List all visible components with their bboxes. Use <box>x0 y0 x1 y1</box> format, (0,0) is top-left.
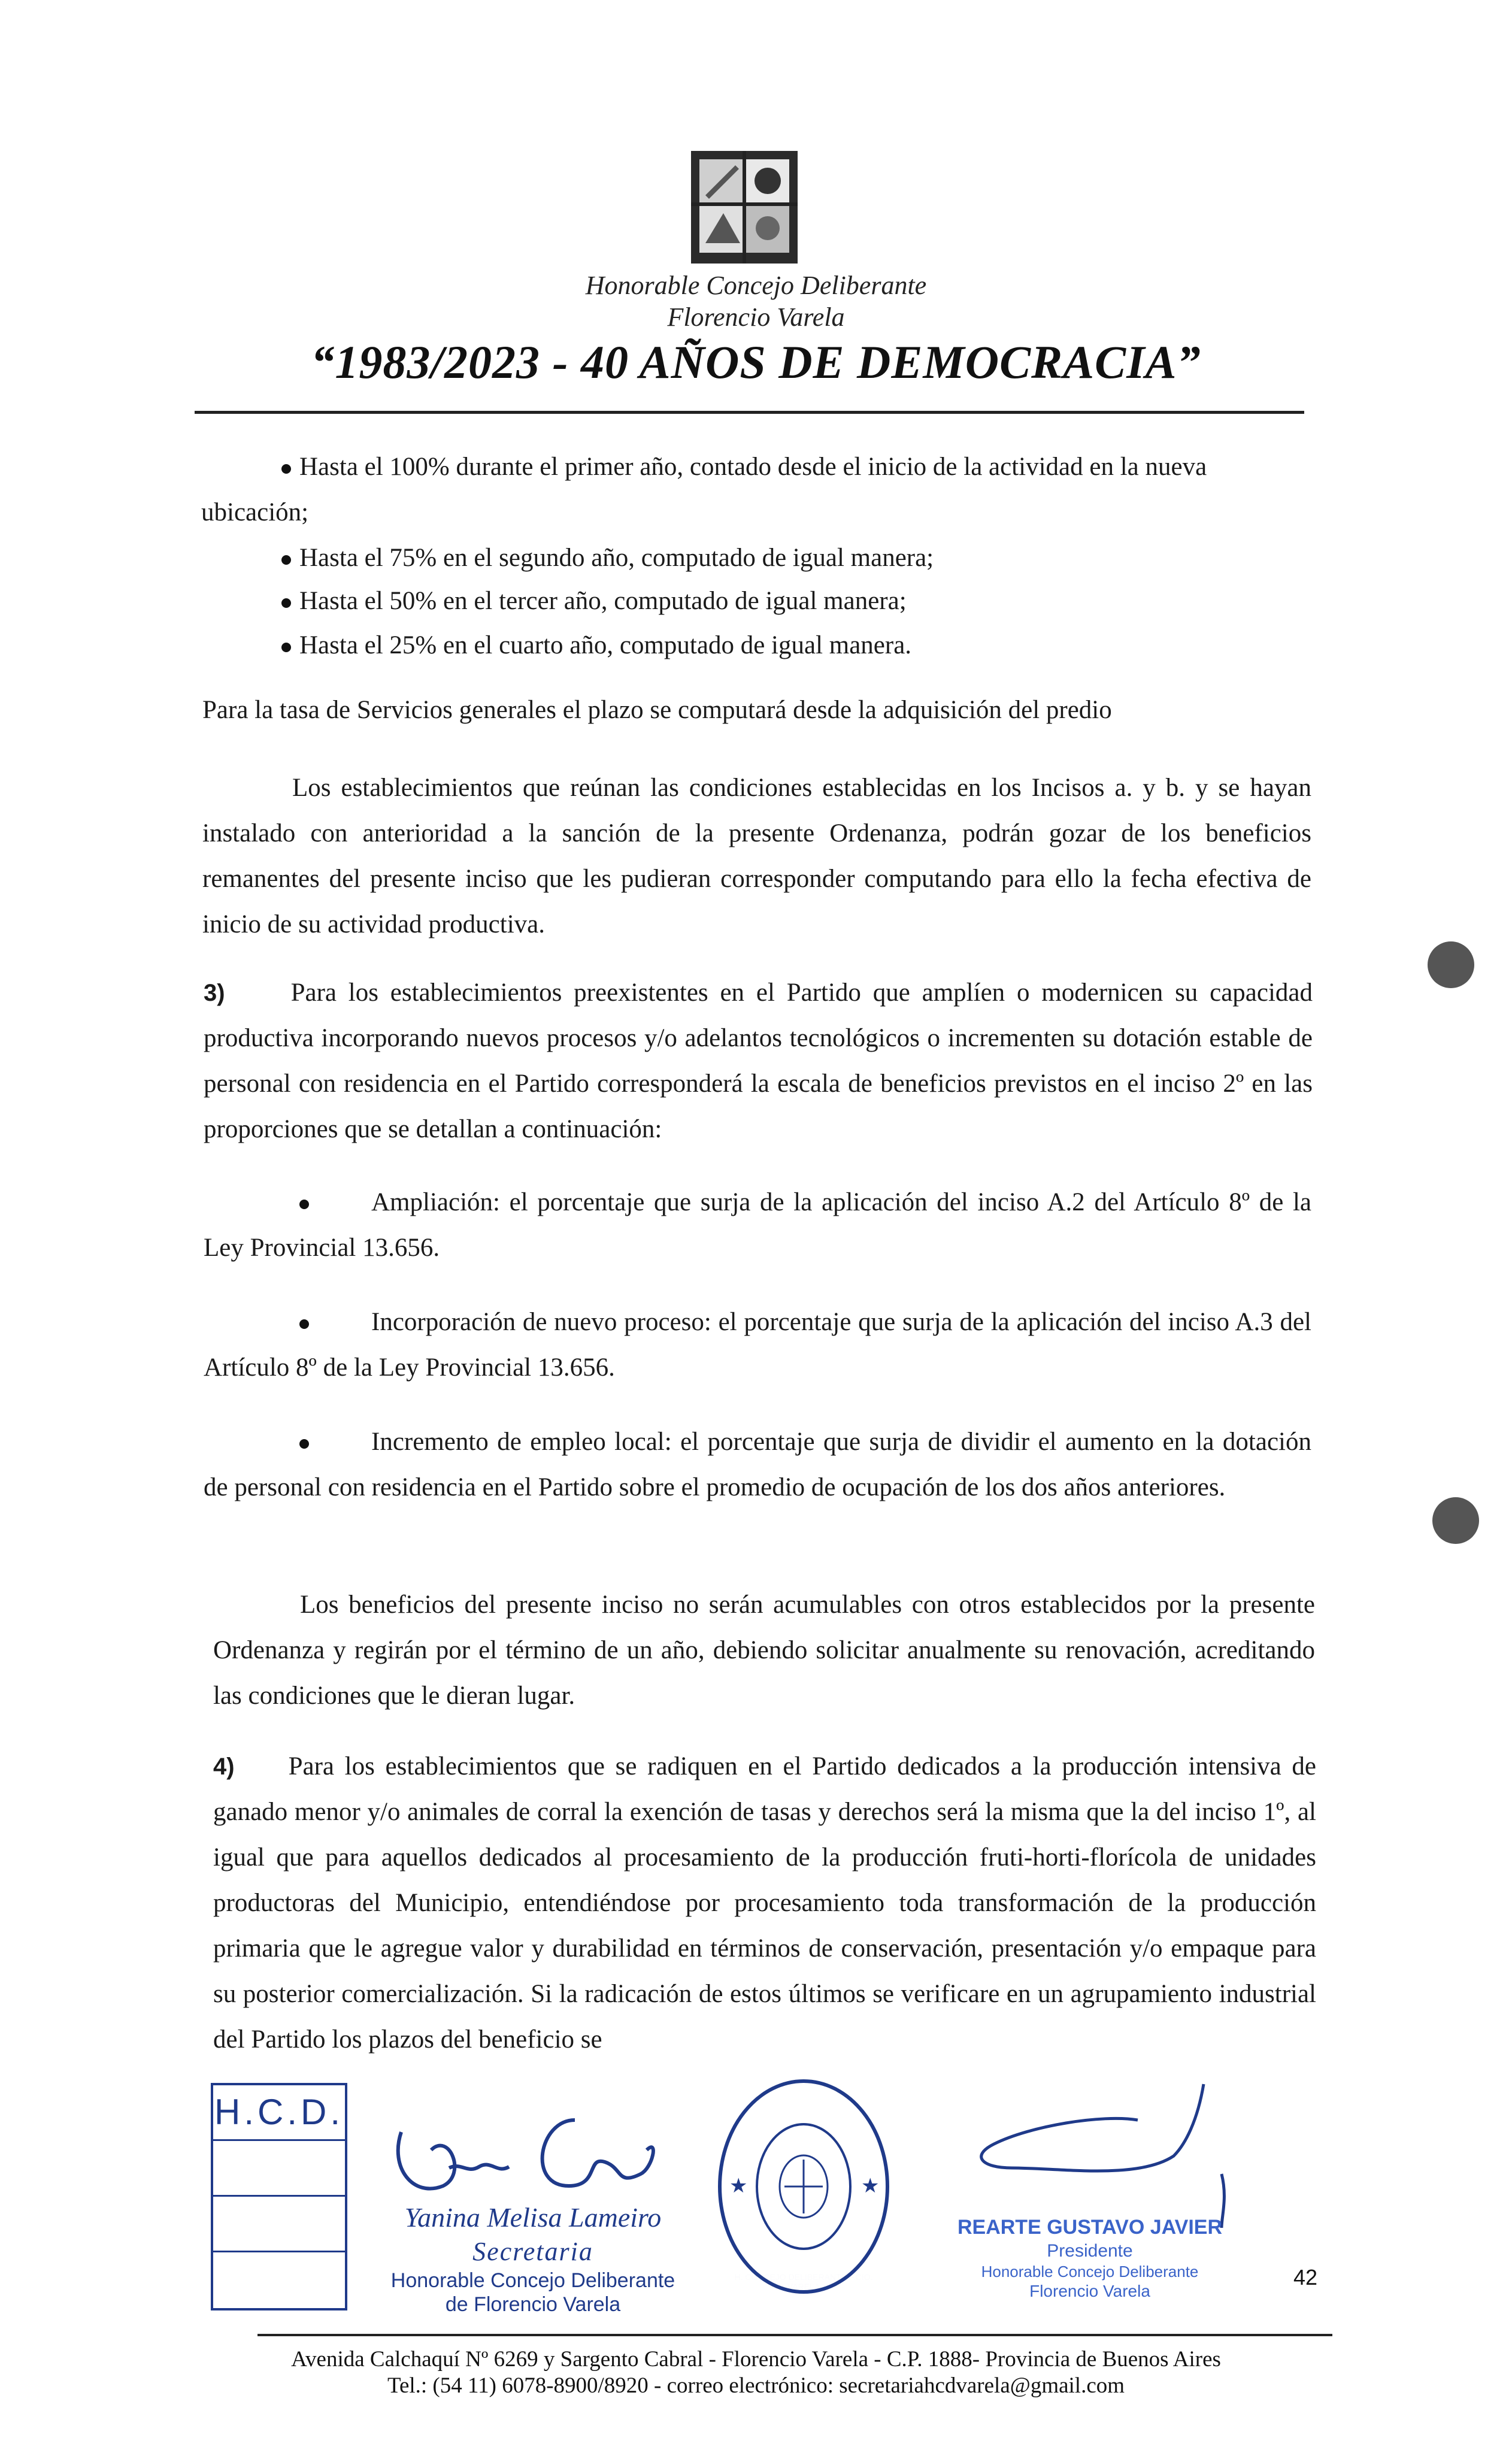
seal-text <box>726 2272 881 2291</box>
svg-text:★: ★ <box>729 2175 748 2197</box>
punch-hole <box>1432 1497 1479 1544</box>
bullet-icon <box>299 1319 309 1329</box>
council-seal <box>714 2076 893 2297</box>
item-3 <box>204 970 1313 1152</box>
secretary-name: Yanina Melisa Lameiro <box>404 2202 662 2233</box>
item-3-number: 3) <box>204 980 225 1006</box>
item-4 <box>213 1744 1316 2063</box>
hcd-stamp-title: H.C.D. <box>213 2085 345 2141</box>
footer-address: Avenida Calchaquí Nº 6269 y Sargento Cabral - Florencio Varela - C.P. 1888- Provincia de Buenos Aires <box>291 2347 1221 2372</box>
democracy-motto: “1983/2023 - 40 AÑOS DE DEMOCRACIA” <box>311 336 1201 388</box>
president-city: Florencio Varela <box>1029 2282 1150 2300</box>
bullet-icon <box>281 555 291 565</box>
bullet-icon <box>281 464 291 474</box>
bullet-25-percent: Hasta el 25% en el cuarto año, computado de igual manera. <box>281 623 911 668</box>
president-signature-icon <box>958 2078 1234 2228</box>
president-role: Presidente <box>1047 2241 1133 2261</box>
president-org: Honorable Concejo Deliberante <box>981 2263 1199 2281</box>
hcd-stamp-box <box>211 2083 347 2310</box>
secretary-role: Secretaria <box>472 2237 593 2266</box>
council-crest-icon <box>687 147 801 267</box>
bullet-icon <box>299 1200 309 1209</box>
footer-contact: Tel.: (54 11) 6078-8900/8920 - correo electrónico: secretariahcdvarela@gmail.com <box>387 2373 1125 2398</box>
paragraph-establecimientos: Los establecimientos que reúnan las condiciones establecidas en los Incisos a. y b. y se hayan instalado con anterioridad a la sanción de la presente Ordenanza, podrán gozar de los beneficios remanentes del presente inciso que les pudieran corresponder computando para ello la fecha efectiva de inicio de su actividad productiva. <box>202 774 1311 938</box>
bullet-icon <box>281 643 291 652</box>
bullet-100-continuation: ubicación; <box>201 498 309 526</box>
bullet-icon <box>299 1439 309 1449</box>
letterhead <box>0 0 1512 431</box>
hcd-stamp-row <box>213 2252 345 2306</box>
paragraph-beneficios: Los beneficios del presente inciso no serán acumulables con otros establecidos por la presente Ordenanza y regirán por el término de un año, debiendo solicitar anualmente su renovación, acreditando las condiciones que le dieran lugar. <box>213 1591 1315 1710</box>
city-name: Florencio Varela <box>667 302 845 332</box>
item-4-text: Para los establecimientos que se radiquen en el Partido dedicados a la producción intensiva de ganado menor y/o animales de corral la exención de tasas y derechos será la misma que la del inciso 1º, al igual que para aquellos dedicados al procesamiento de la producción fruti-horti-florícola de unidades productoras del Municipio, entendiéndose por procesamiento toda transformación de la producción primaria que le agregue valor y durabilidad en términos de conservación, presentación y/o empaque para su posterior comercialización. Si la radicación de estos últimos se verificare en un agrupamiento industrial del Partido los plazos del beneficio se <box>213 1752 1316 2054</box>
bullet-100-percent: Hasta el 100% durante el primer año, contado desde el inicio de la actividad en la nueva <box>281 444 1311 490</box>
tasa-servicios-line: Para la tasa de Servicios generales el plazo se computará desde la adquisición del predio <box>202 696 1112 724</box>
bullet-incremento: Incremento de empleo local: el porcentaje que surja de dividir el aumento en la dotación de personal con residencia en el Partido sobre el promedio de ocupación de los dos años anteriores. <box>204 1428 1311 1501</box>
hcd-stamp-row <box>213 2141 345 2197</box>
footer-rule <box>257 2334 1332 2336</box>
president-name: REARTE GUSTAVO JAVIER <box>957 2216 1223 2239</box>
institution-name: Honorable Concejo Deliberante <box>585 271 927 300</box>
header-rule <box>195 411 1304 414</box>
bullet-ampliacion: Ampliación: el porcentaje que surja de la aplicación del inciso A.2 del Artículo 8º de la Ley Provincial 13.656. <box>204 1188 1311 1262</box>
bullet-50-percent: Hasta el 50% en el tercer año, computado de igual manera; <box>281 579 907 624</box>
secretary-org: Honorable Concejo Deliberante de Florencio Varela <box>390 2269 675 2316</box>
bullet-75-percent: Hasta el 75% en el segundo año, computado de igual manera; <box>281 535 934 581</box>
bullet-icon <box>281 598 291 608</box>
bullet-incorporacion: Incorporación de nuevo proceso: el porcentaje que surja de la aplicación del inciso A.3 del Artículo 8º de la Ley Provincial 13.656. <box>204 1308 1311 1382</box>
page-number: 42 <box>1293 2265 1318 2290</box>
secretary-signature-icon <box>377 2096 689 2210</box>
item-4-number: 4) <box>213 1754 235 1780</box>
item-3-text: Para los establecimientos preexistentes en el Partido que amplíen o modernicen su capacidad productiva incorporando nuevos procesos y/o adelantos tecnológicos o incrementen su dotación estable de personal con residencia en el Partido corresponderá la escala de beneficios previstos en el inciso 2º en las proporciones que se detallan a continuación: <box>204 979 1313 1143</box>
punch-hole <box>1428 941 1474 988</box>
seal-ring-icon <box>714 2076 893 2297</box>
hcd-stamp-row <box>213 2197 345 2252</box>
svg-text:★: ★ <box>861 2175 880 2197</box>
